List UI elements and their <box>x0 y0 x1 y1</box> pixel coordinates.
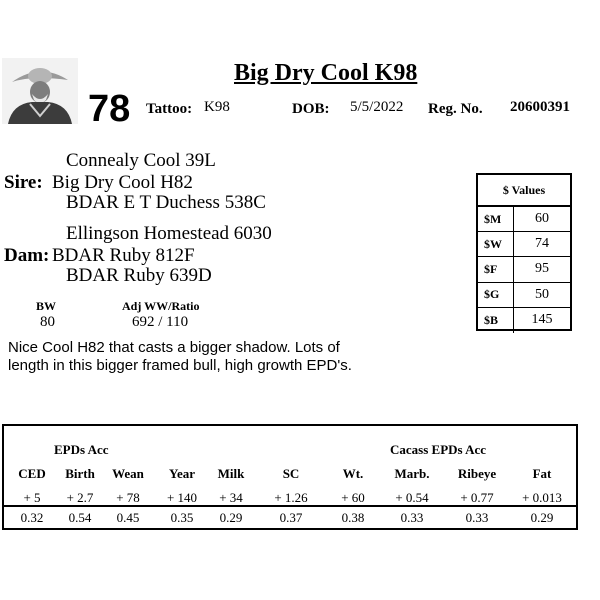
dollar-value-key: $W <box>478 232 514 256</box>
acc-value: 0.54 <box>68 510 92 525</box>
dollar-value-number: 50 <box>535 286 549 302</box>
dam-dam: BDAR Ruby 639D <box>66 265 212 286</box>
epd-value: + 5 <box>23 490 41 505</box>
epd-column-header: Ribeye <box>457 466 497 481</box>
epd-value: + 0.77 <box>460 490 494 505</box>
epd-column-header: Wean <box>112 466 144 481</box>
epd-column-header: SC <box>282 466 300 481</box>
carcass-epd-group-label: Cacass EPDs Acc <box>390 442 487 457</box>
epd-value: + 78 <box>116 490 140 505</box>
epd-column-header: Year <box>169 466 195 481</box>
dollar-value-number: 74 <box>535 236 549 252</box>
acc-value: 0.29 <box>219 510 243 525</box>
page-title: Big Dry Cool K98 <box>234 60 418 86</box>
dollar-value-key: $B <box>478 308 514 333</box>
dollar-value-row <box>478 207 570 232</box>
lot-number: 78 <box>88 88 131 130</box>
epd-column-header: Fat <box>532 466 552 481</box>
dob-value: 5/5/2022 <box>350 99 404 115</box>
dollar-value-number: 145 <box>531 312 553 328</box>
epd-value: + 2.7 <box>66 490 94 505</box>
acc-value: 0.32 <box>20 510 44 525</box>
epd-value: + 1.26 <box>274 490 308 505</box>
dollar-value-key: $G <box>478 283 514 307</box>
dollar-value-key: $M <box>478 207 514 231</box>
epd-value: + 34 <box>219 490 243 505</box>
epd-column-header: Marb. <box>394 466 430 481</box>
adj-ww-label: Adj WW/Ratio <box>122 299 200 313</box>
reg-value: 20600391 <box>510 99 570 115</box>
epd-column-header: Birth <box>65 466 95 481</box>
dollar-value-number: 95 <box>535 261 549 277</box>
dam-name: BDAR Ruby 812F <box>52 245 195 266</box>
description: Nice Cool H82 that casts a bigger shadow. Lots of length in this bigger framed bull, high growth EPD's. <box>8 339 352 374</box>
dollar-values-header: $ Values <box>478 175 570 207</box>
bw-value: 80 <box>40 314 55 330</box>
acc-value: 0.37 <box>279 510 303 525</box>
tattoo-value: K98 <box>204 99 230 115</box>
acc-value: 0.33 <box>400 510 424 525</box>
dollar-value-key: $F <box>478 257 514 281</box>
epd-column-header: CED <box>18 466 46 481</box>
epd-column-header: Milk <box>217 466 245 481</box>
sire-label: Sire: <box>4 172 43 193</box>
sire-sire: Connealy Cool 39L <box>66 150 216 171</box>
acc-value: 0.29 <box>530 510 554 525</box>
dollar-value-row <box>478 232 570 257</box>
sire-dam: BDAR E T Duchess 538C <box>66 192 266 213</box>
dollar-value-row <box>478 257 570 282</box>
epd-value: + 140 <box>166 490 198 505</box>
epd-group-label: EPDs Acc <box>54 442 109 457</box>
tattoo-label: Tattoo: <box>146 101 193 117</box>
cowboy-photo <box>2 58 78 124</box>
dollar-value-row <box>478 283 570 308</box>
sire-name: Big Dry Cool H82 <box>52 172 193 193</box>
epd-value: + 0.013 <box>522 490 562 505</box>
acc-value: 0.35 <box>170 510 194 525</box>
bw-label: BW <box>36 299 57 313</box>
dollar-value-number: 60 <box>535 211 549 227</box>
acc-value: 0.38 <box>341 510 365 525</box>
epd-value: + 60 <box>341 490 365 505</box>
acc-value: 0.45 <box>116 510 140 525</box>
epd-table <box>2 424 578 530</box>
epd-value: + 0.54 <box>395 490 429 505</box>
dob-label: DOB: <box>292 101 330 117</box>
dollar-values-table <box>476 173 572 331</box>
adj-ww-value: 692 / 110 <box>132 314 189 330</box>
dam-sire: Ellingson Homestead 6030 <box>66 223 272 244</box>
epd-column-header: Wt. <box>342 466 364 481</box>
dam-label: Dam: <box>4 245 50 266</box>
reg-label: Reg. No. <box>428 101 483 117</box>
acc-value: 0.33 <box>465 510 489 525</box>
dollar-value-row <box>478 308 570 333</box>
